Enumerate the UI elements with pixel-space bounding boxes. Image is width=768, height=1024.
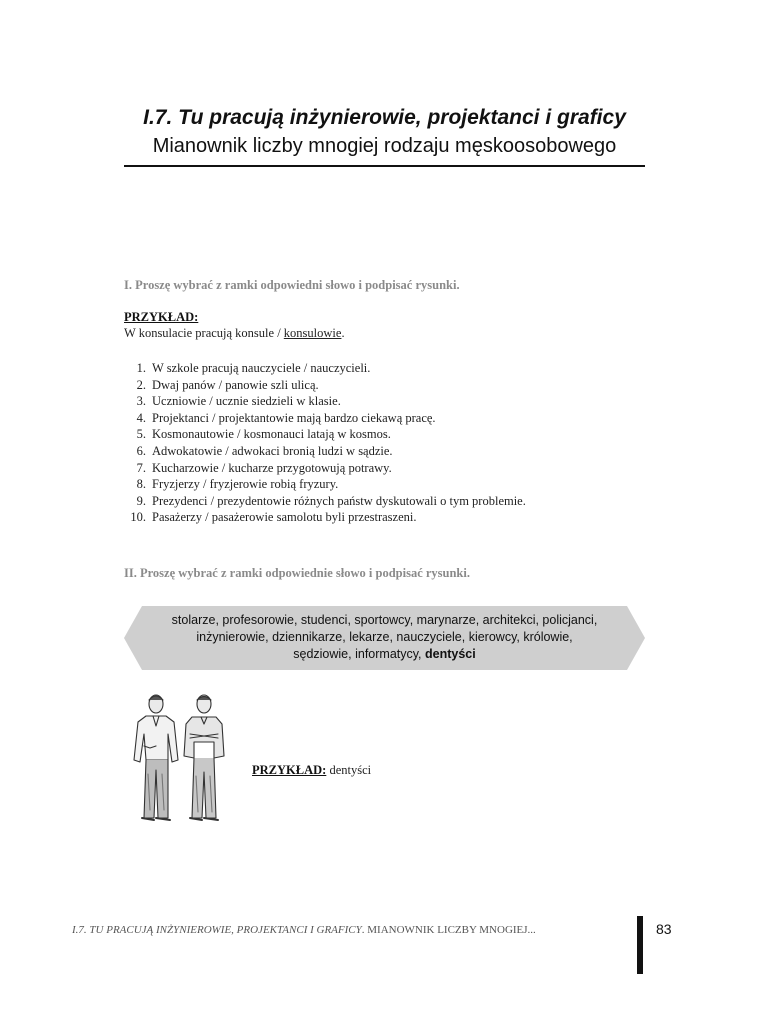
list-item-number: 10. bbox=[130, 510, 146, 525]
chapter-subtitle: Mianownik liczby mnogiej rodzaju męskoosobowego bbox=[152, 135, 617, 157]
exercise2-example-label: PRZYKŁAD: bbox=[252, 763, 327, 777]
list-item bbox=[124, 360, 526, 377]
list-item-number: 9. bbox=[136, 493, 146, 508]
list-item bbox=[124, 476, 526, 493]
list-item-number: 2. bbox=[136, 377, 146, 392]
running-footer bbox=[72, 924, 622, 936]
list-item-number: 7. bbox=[136, 460, 146, 475]
word-box-line: inżynierowie, dziennikarze, lekarze, nauczyciele, kierowcy, królowie, bbox=[196, 630, 573, 644]
word-box-line bbox=[124, 646, 645, 663]
title-divider bbox=[124, 165, 645, 167]
word-box-text bbox=[124, 612, 645, 663]
list-item bbox=[124, 377, 526, 394]
list-item-text: Kucharzowie / kucharze przygotowują potrawy. bbox=[152, 460, 392, 475]
list-item-number: 5. bbox=[136, 427, 146, 442]
exercise1-instruction: I. Proszę wybrać z ramki odpowiedni słowo i podpisać rysunki. bbox=[124, 278, 460, 292]
dentists-drawing bbox=[124, 690, 234, 825]
list-item-number: 6. bbox=[136, 443, 146, 458]
list-item-number: 8. bbox=[136, 477, 146, 492]
exercise2-example-answer: dentyści bbox=[326, 763, 372, 777]
example-prefix: W konsulacie pracują konsule / bbox=[124, 326, 284, 340]
list-item bbox=[124, 509, 526, 526]
word-box-line-text: sędziowie, informatycy, bbox=[293, 647, 426, 661]
exercise2-example bbox=[252, 763, 371, 778]
exercise1-example bbox=[124, 326, 345, 341]
list-item bbox=[124, 460, 526, 477]
list-item bbox=[124, 443, 526, 460]
example-suffix: . bbox=[341, 326, 345, 340]
chapter-title: I.7. Tu pracują inżynierowie, projektanci i graficy bbox=[143, 106, 626, 129]
list-item-number: 3. bbox=[136, 394, 146, 409]
chapter-header bbox=[124, 104, 645, 160]
example-answer: konsulowie bbox=[283, 326, 342, 340]
footer-divider bbox=[637, 916, 643, 974]
list-item-text: Adwokatowie / adwokaci bronią ludzi w sądzie. bbox=[152, 443, 393, 458]
page-number: 83 bbox=[656, 921, 672, 937]
footer-chapter-title: I.7. TU PRACUJĄ INŻYNIEROWIE, PROJEKTANCI I GRAFICY bbox=[72, 924, 362, 936]
list-item bbox=[124, 493, 526, 510]
list-item-text: Prezydenci / prezydentowie różnych państw dyskutowali o tym problemie. bbox=[152, 493, 526, 508]
word-box-line: stolarze, profesorowie, studenci, sportowcy, marynarze, architekci, policjanci, bbox=[171, 613, 598, 627]
list-item-text: W szkole pracują nauczyciele / nauczycieli. bbox=[152, 361, 371, 375]
list-item-number: 1. bbox=[136, 361, 146, 375]
two-dentists-illustration bbox=[124, 690, 234, 825]
list-item-text: Kosmonautowie / kosmonauci latają w kosmos. bbox=[152, 427, 391, 442]
list-item-text: Pasażerzy / pasażerowie samolotu byli przestraszeni. bbox=[152, 510, 417, 525]
word-box-highlight: dentyści bbox=[425, 647, 476, 661]
exercise1-list bbox=[124, 360, 526, 526]
list-item bbox=[124, 410, 526, 427]
exercise2-instruction: II. Proszę wybrać z ramki odpowiednie słowo i podpisać rysunki. bbox=[124, 566, 470, 580]
list-item-text: Dwaj panów / panowie szli ulicą. bbox=[152, 377, 319, 392]
list-item bbox=[124, 426, 526, 443]
footer-chapter-subtitle: . MIANOWNIK LICZBY MNOGIEJ... bbox=[361, 924, 536, 936]
list-item-text: Projektanci / projektantowie mają bardzo ciekawą pracę. bbox=[152, 410, 436, 425]
list-item-number: 4. bbox=[136, 410, 146, 425]
list-item bbox=[124, 393, 526, 410]
list-item-text: Fryzjerzy / fryzjerowie robią fryzury. bbox=[152, 477, 339, 492]
list-item-text: Uczniowie / ucznie siedzieli w klasie. bbox=[152, 394, 341, 409]
exercise1-example-label: PRZYKŁAD: bbox=[124, 310, 199, 324]
